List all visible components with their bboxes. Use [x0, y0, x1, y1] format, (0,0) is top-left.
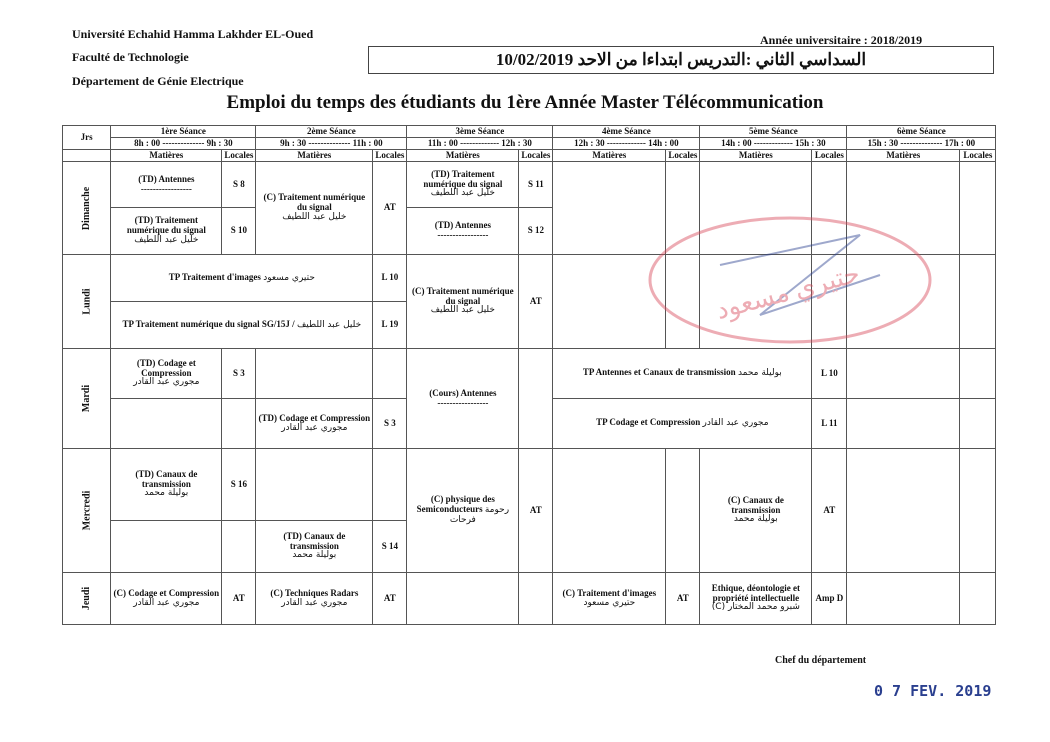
- day-mercredi: [63, 449, 111, 573]
- course-cell: (C) Traitement numérique du signal خليل عبد اللطيف: [407, 255, 519, 349]
- empty-cell: [222, 399, 256, 449]
- room-cell: AT: [812, 449, 847, 573]
- empty-cell: [960, 449, 996, 573]
- academic-year: Année universitaire : 2018/2019: [760, 33, 923, 47]
- day-label: Mardi: [81, 384, 93, 413]
- lab-cell: TP Traitement numérique du signal SG/15J / خليل عبد اللطيف: [111, 302, 373, 349]
- course-cell: (C) physique des Semiconducteurs رحومة فرحات: [407, 449, 519, 573]
- room-cell: S 10: [222, 208, 256, 255]
- seance-time: 8h : 00 -------------- 9h : 30: [111, 138, 256, 150]
- day-label: Mercredi: [81, 490, 93, 531]
- empty-cell: [847, 399, 960, 449]
- course-cell: Ethique, déontologie et propriété intellectuelle (C) شبرو محمد المختار: [700, 573, 812, 625]
- room-cell: AT: [519, 449, 553, 573]
- empty-cell: [960, 255, 996, 349]
- empty-cell: [373, 349, 407, 399]
- empty-cell: [256, 449, 373, 521]
- room-cell: L 10: [812, 349, 847, 399]
- empty-cell: [222, 521, 256, 573]
- course-cell: (TD) Canaux de transmission بوليلة محمد: [111, 449, 222, 521]
- seance-time: 11h : 00 ------------- 12h : 30: [407, 138, 553, 150]
- day-jeudi: [63, 573, 111, 625]
- room-cell: S 3: [222, 349, 256, 399]
- day-mardi: [63, 349, 111, 449]
- col-locales: Locales: [666, 150, 700, 162]
- department-stamp: [640, 205, 940, 355]
- room-cell: L 19: [373, 302, 407, 349]
- seance-label: 1ère Séance: [111, 126, 256, 138]
- seance-time: 9h : 30 -------------- 11h : 00: [256, 138, 407, 150]
- course-cell: (C) Techniques Radars مجوري عبد القادر: [256, 573, 373, 625]
- col-locales: Locales: [812, 150, 847, 162]
- empty-cell: [847, 573, 960, 625]
- empty-cell: [553, 449, 666, 573]
- room-cell: AT: [222, 573, 256, 625]
- room-cell: AT: [373, 573, 407, 625]
- empty-cell: [111, 399, 222, 449]
- col-matieres: Matières: [256, 150, 373, 162]
- day-dimanche: [63, 162, 111, 255]
- empty-cell: [847, 449, 960, 573]
- course-cell: (C) Codage et Compression مجوري عبد القادر: [111, 573, 222, 625]
- room-cell: S 8: [222, 162, 256, 208]
- empty-cell: [407, 573, 519, 625]
- col-matieres: Matières: [553, 150, 666, 162]
- room-cell: AT: [373, 162, 407, 255]
- empty-cell: [960, 162, 996, 255]
- room-cell: S 14: [373, 521, 407, 573]
- course-cell: (C) Canaux de transmission بوليلة محمد: [700, 449, 812, 573]
- col-matieres: Matières: [407, 150, 519, 162]
- col-locales: Locales: [373, 150, 407, 162]
- room-cell: S 11: [519, 162, 553, 208]
- stamp-signature: حتيري مسعود: [712, 258, 863, 325]
- empty-cell: [256, 349, 373, 399]
- seance-label: 5ème Séance: [700, 126, 847, 138]
- seance-label: 2ème Séance: [256, 126, 407, 138]
- course-cell: (TD) Codage et Compression مجوري عبد القادر: [256, 399, 373, 449]
- day-lundi: [63, 255, 111, 349]
- empty-cell: [847, 349, 960, 399]
- date-stamp: 0 7 FEV. 2019: [874, 682, 992, 700]
- empty-cell: [960, 399, 996, 449]
- empty-cell: [111, 521, 222, 573]
- seance-time: 15h : 30 -------------- 17h : 00: [847, 138, 996, 150]
- page-title: Emploi du temps des étudiants du 1ère Année Master Télécommunication: [226, 92, 824, 113]
- lab-cell: TP Traitement d'images حتيري مسعود: [111, 255, 373, 302]
- semester-notice: السداسي الثاني :التدريس ابتداءا من الاحد 10/02/2019: [495, 50, 867, 69]
- seance-time: 14h : 00 ------------- 15h : 30: [700, 138, 847, 150]
- room-cell: S 12: [519, 208, 553, 255]
- course-cell: (TD) Canaux de transmission بوليلة محمد: [256, 521, 373, 573]
- col-locales: Locales: [222, 150, 256, 162]
- seance-label: 3ème Séance: [407, 126, 553, 138]
- course-cell: (TD) Antennes -----------------: [407, 208, 519, 255]
- course-cell: (TD) Traitement numérique du signal خليل عبد اللطيف: [111, 208, 222, 255]
- jrs-header: Jrs: [63, 126, 111, 150]
- empty-cell: [519, 349, 553, 449]
- day-label: Lundi: [81, 288, 93, 315]
- empty-cell: [373, 449, 407, 521]
- col-locales: Locales: [519, 150, 553, 162]
- course-cell: (C) Traitement numérique du signal خليل عبد اللطيف: [256, 162, 373, 255]
- room-cell: S 3: [373, 399, 407, 449]
- faculty-name: Faculté de Technologie: [72, 50, 189, 64]
- room-cell: L 11: [812, 399, 847, 449]
- room-cell: L 10: [373, 255, 407, 302]
- course-cell: (Cours) Antennes -----------------: [407, 349, 519, 449]
- lab-cell: TP Codage et Compression مجوري عبد القادر: [553, 399, 812, 449]
- seance-label: 6ème Séance: [847, 126, 996, 138]
- semester-notice-box: [368, 46, 994, 74]
- course-cell: (TD) Antennes -----------------: [111, 162, 222, 208]
- course-cell: (C) Traitement d'images حتيري مسعود: [553, 573, 666, 625]
- university-name: Université Echahid Hamma Lakhder EL-Oued: [72, 27, 314, 41]
- col-matieres: Matières: [700, 150, 812, 162]
- seance-label: 4ème Séance: [553, 126, 700, 138]
- department-name: Département de Génie Electrique: [72, 74, 244, 88]
- course-cell: (TD) Traitement numérique du signal خليل عبد اللطيف: [407, 162, 519, 208]
- empty-cell: [519, 573, 553, 625]
- day-label: Dimanche: [81, 186, 93, 230]
- course-cell: (TD) Codage et Compression مجوري عبد القادر: [111, 349, 222, 399]
- room-cell: AT: [519, 255, 553, 349]
- empty-cell: [666, 449, 700, 573]
- room-cell: AT: [666, 573, 700, 625]
- room-cell: S 16: [222, 449, 256, 521]
- col-locales: Locales: [960, 150, 996, 162]
- chef-departement: Chef du département: [775, 655, 867, 666]
- day-label: Jeudi: [81, 586, 93, 611]
- col-matieres: Matières: [847, 150, 960, 162]
- empty-cell: [960, 573, 996, 625]
- blank-cell: [63, 150, 111, 162]
- lab-cell: TP Antennes et Canaux de transmission بوليلة محمد: [553, 349, 812, 399]
- col-matieres: Matières: [111, 150, 222, 162]
- empty-cell: [960, 349, 996, 399]
- room-cell: Amp D: [812, 573, 847, 625]
- timetable: [62, 125, 996, 625]
- seance-time: 12h : 30 ------------- 14h : 00: [553, 138, 700, 150]
